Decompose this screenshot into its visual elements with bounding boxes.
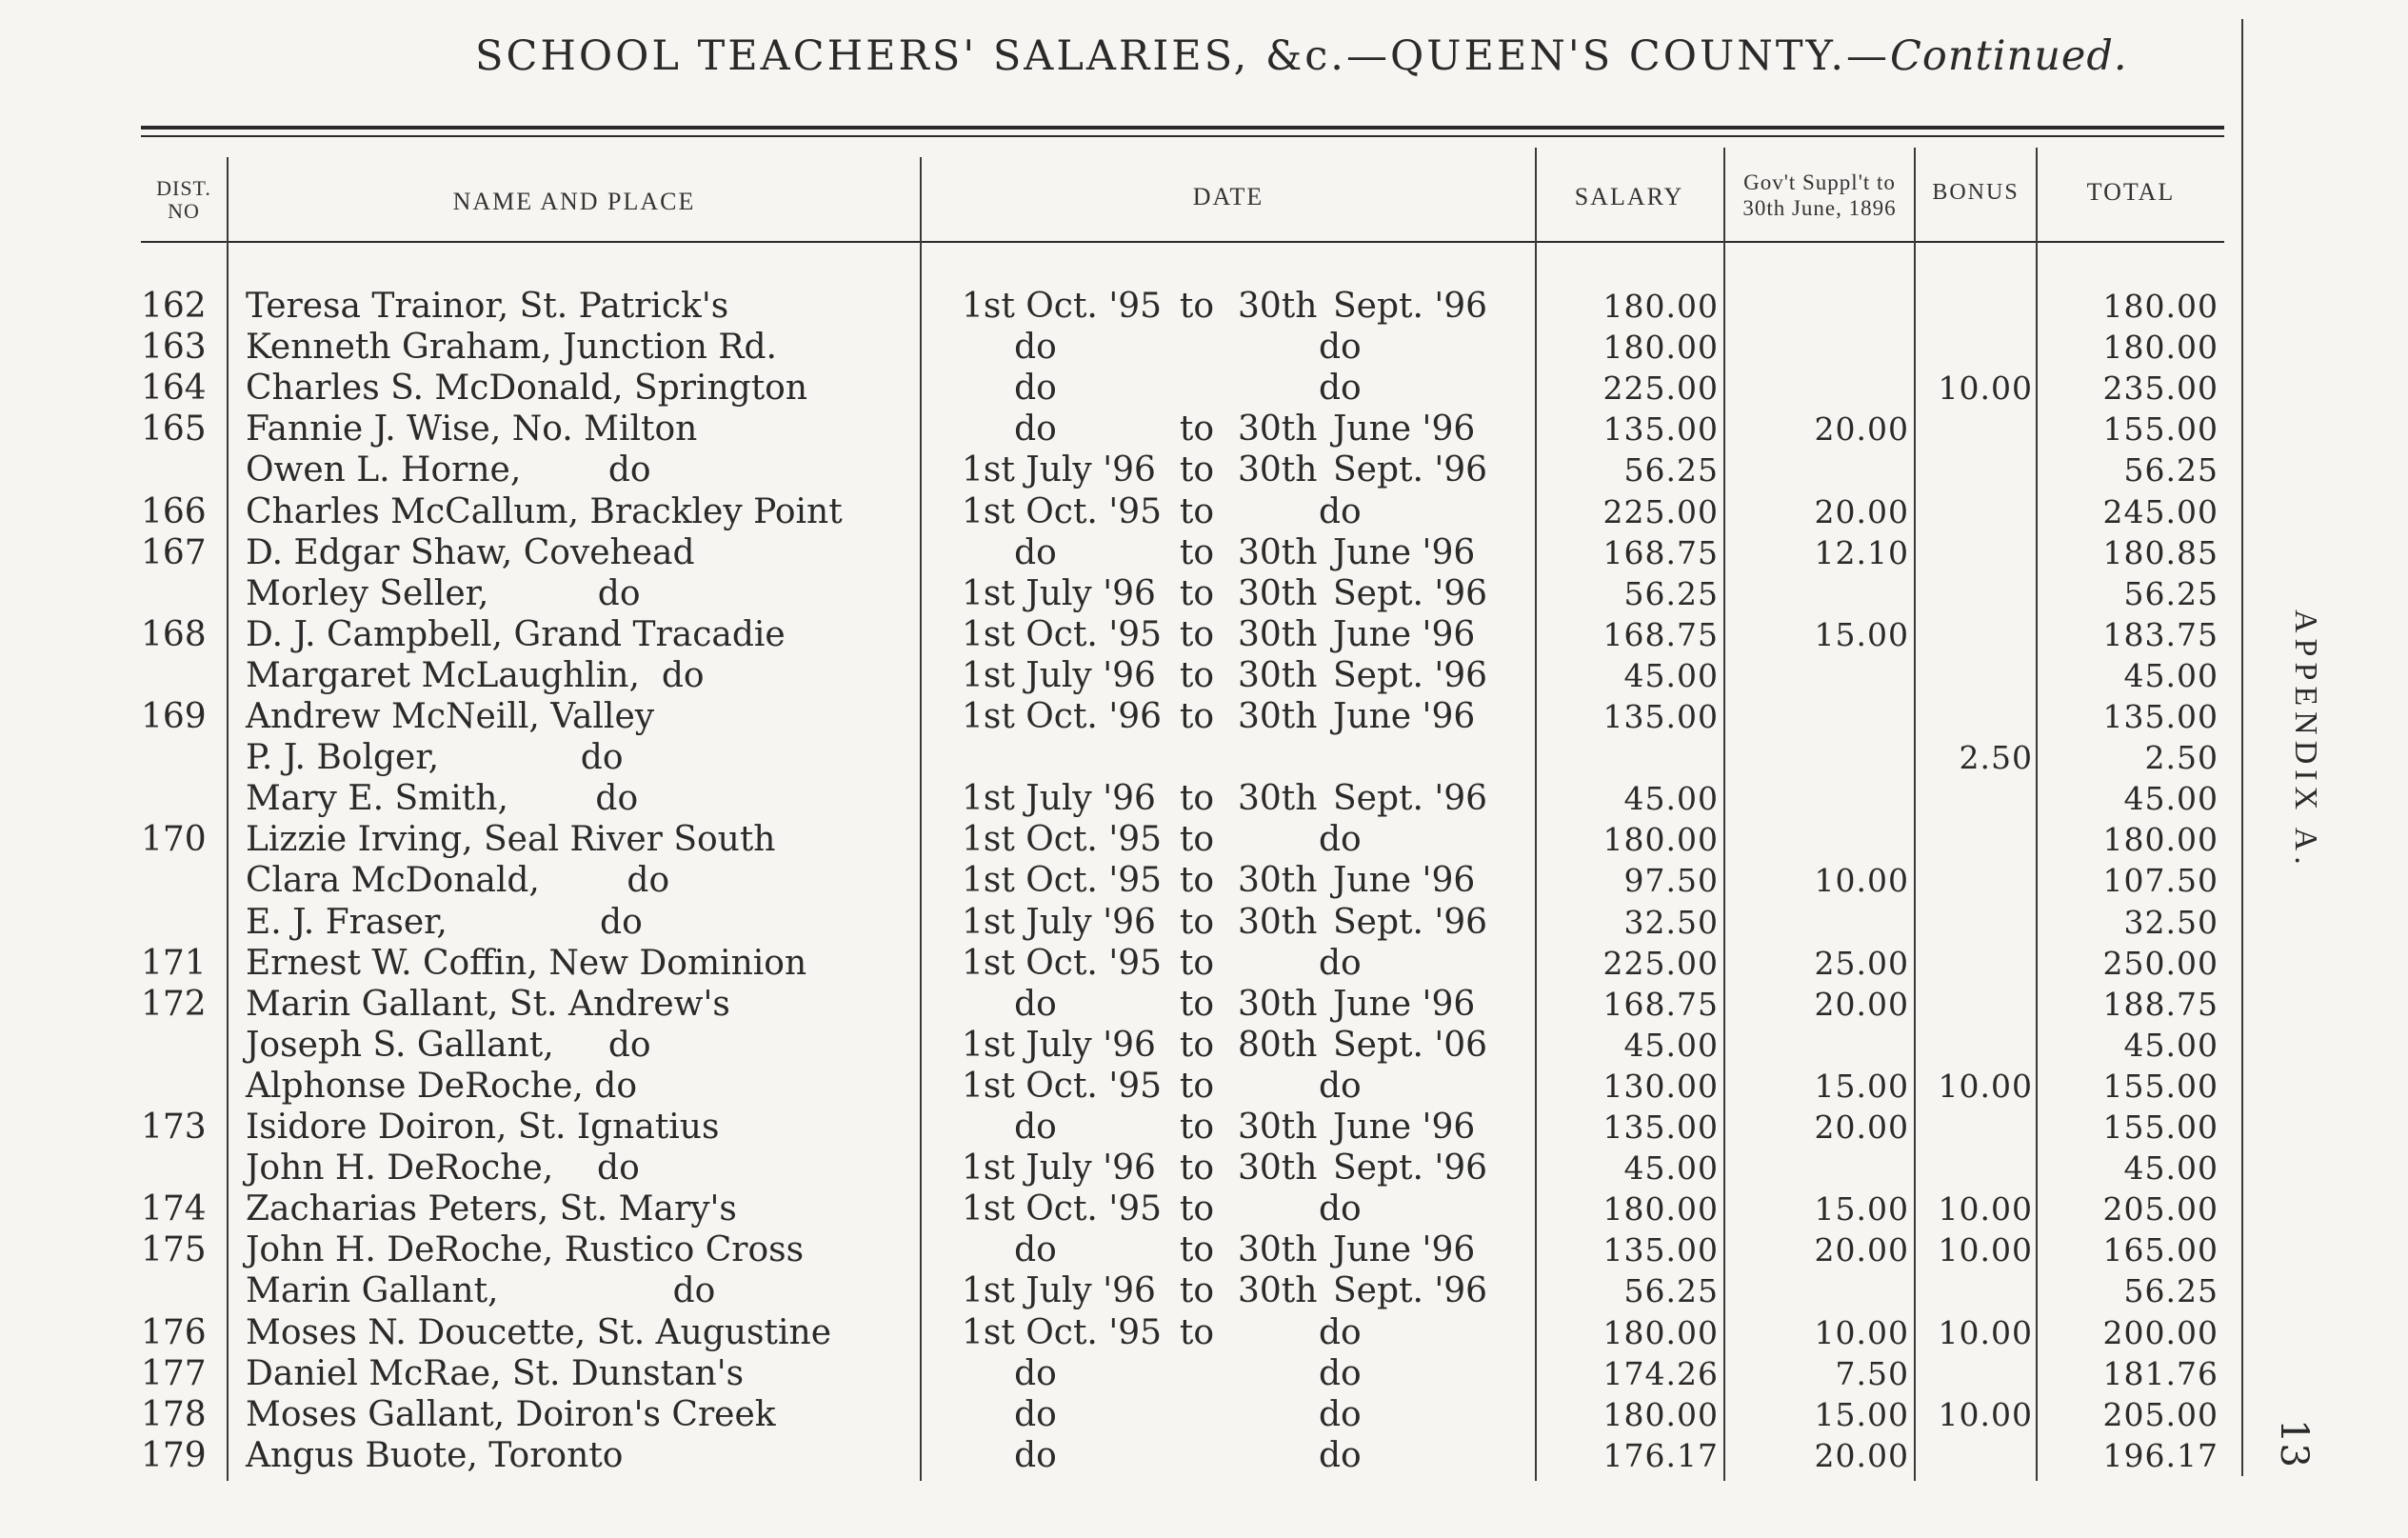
- date-to-cell: to: [1179, 943, 1215, 983]
- total-cell: 155.00: [2102, 410, 2219, 449]
- date-from-cell: 1st Oct. '95: [962, 1066, 1163, 1106]
- date-to-cell: to: [1179, 1066, 1215, 1106]
- name-cell: Joseph S. Gallant, do: [246, 1025, 651, 1065]
- date-from-cell: do: [1014, 1394, 1057, 1434]
- suppl-cell: 20.00: [1814, 985, 1909, 1023]
- table-row: [0, 1066, 2266, 1107]
- name-cell: Charles McCallum, Brackley Point: [246, 491, 843, 531]
- date-to-cell: to: [1179, 573, 1215, 613]
- col-header-date: [922, 176, 1535, 218]
- dist-no-cell: 162: [141, 287, 207, 326]
- total-cell: 45.00: [2123, 1026, 2219, 1064]
- col-header-dist-no: [141, 171, 227, 229]
- dist-no-cell: 173: [141, 1108, 207, 1147]
- dist-no-cell: 168: [141, 614, 207, 654]
- table-row: [0, 1107, 2266, 1148]
- table-row: [0, 1353, 2266, 1394]
- total-cell: 205.00: [2102, 1190, 2219, 1228]
- date-from-cell: 1st July '96: [962, 573, 1156, 613]
- total-cell: 45.00: [2123, 1149, 2219, 1188]
- col-header-bonus-text: BONUS: [1932, 179, 2020, 205]
- table-row: [0, 1435, 2266, 1476]
- table-row: [0, 368, 2266, 409]
- suppl-cell: 7.50: [1835, 1354, 1909, 1392]
- date-to-cell: to: [1179, 450, 1215, 490]
- salary-cell: 180.00: [1602, 1395, 1719, 1433]
- suppl-cell: 20.00: [1814, 1231, 1909, 1269]
- total-cell: 196.17: [2102, 1436, 2219, 1474]
- name-cell: E. J. Fraser, do: [246, 902, 643, 942]
- date-end-cell: June '96: [1333, 614, 1476, 654]
- date-from-cell: 1st Oct. '95: [962, 943, 1163, 983]
- bonus-cell: 10.00: [1938, 1067, 2033, 1105]
- dist-no-cell: 171: [141, 943, 207, 983]
- date-from-cell: 1st Oct. '95: [962, 287, 1163, 326]
- date-from-cell: do: [1014, 1353, 1057, 1393]
- date-from-cell: 1st Oct. '95: [962, 820, 1163, 860]
- total-cell: 165.00: [2102, 1231, 2219, 1269]
- salary-cell: 97.50: [1623, 862, 1719, 900]
- suppl-cell: 20.00: [1814, 410, 1909, 449]
- name-cell: P. J. Bolger, do: [246, 738, 624, 778]
- table-row: [0, 860, 2266, 901]
- dist-no-cell: 179: [141, 1435, 207, 1475]
- suppl-cell: 15.00: [1814, 615, 1909, 653]
- name-cell: Charles S. McDonald, Springton: [246, 369, 808, 409]
- dist-no-cell: 169: [141, 697, 207, 736]
- title-continued: Continued.: [1890, 32, 2128, 80]
- date-to-cell: to: [1179, 1271, 1215, 1311]
- date-from-cell: do: [1014, 1435, 1057, 1475]
- date-end-cell: do: [1319, 1189, 1362, 1229]
- date-to-cell: to: [1179, 779, 1215, 819]
- date-until-cell: 30th: [1238, 287, 1318, 326]
- date-to-cell: to: [1179, 532, 1215, 572]
- table-row: [0, 984, 2266, 1025]
- suppl-cell: 15.00: [1814, 1067, 1909, 1105]
- dist-no-cell: 166: [141, 491, 207, 531]
- date-to-cell: to: [1179, 409, 1215, 449]
- date-end-cell: Sept. '96: [1333, 450, 1488, 490]
- salary-cell: 225.00: [1602, 944, 1719, 982]
- dist-no-cell: 175: [141, 1230, 207, 1270]
- date-to-cell: to: [1179, 1312, 1215, 1352]
- date-end-cell: do: [1319, 1066, 1362, 1106]
- table-row: [0, 1025, 2266, 1066]
- salary-cell: 135.00: [1602, 410, 1719, 449]
- col-header-total: [2038, 171, 2224, 213]
- salary-cell: 135.00: [1602, 1109, 1719, 1146]
- date-end-cell: do: [1319, 1394, 1362, 1434]
- date-until-cell: 30th: [1238, 1230, 1318, 1270]
- date-to-cell: to: [1179, 902, 1215, 942]
- table-row: [0, 943, 2266, 984]
- date-until-cell: 30th: [1238, 779, 1318, 819]
- date-end-cell: do: [1319, 1435, 1362, 1475]
- table-row: [0, 286, 2266, 327]
- date-from-cell: 1st Oct. '96: [962, 697, 1163, 736]
- date-end-cell: do: [1319, 369, 1362, 409]
- bonus-cell: 10.00: [1938, 1231, 2033, 1269]
- salary-cell: 56.25: [1623, 574, 1719, 612]
- date-end-cell: June '96: [1333, 409, 1476, 449]
- date-end-cell: June '96: [1333, 984, 1476, 1024]
- bonus-cell: 10.00: [1938, 1190, 2033, 1228]
- table-row: [0, 491, 2266, 532]
- date-from-cell: do: [1014, 532, 1057, 572]
- salary-cell: 168.75: [1602, 615, 1719, 653]
- salary-cell: 45.00: [1623, 1149, 1719, 1188]
- suppl-cell: 15.00: [1814, 1395, 1909, 1433]
- total-cell: 180.00: [2102, 288, 2219, 325]
- date-from-cell: do: [1014, 369, 1057, 409]
- date-to-cell: to: [1179, 984, 1215, 1024]
- name-cell: Alphonse DeRoche, do: [246, 1066, 638, 1106]
- name-cell: Fannie J. Wise, No. Milton: [246, 409, 698, 449]
- name-cell: Marin Gallant, do: [246, 1271, 716, 1311]
- total-cell: 200.00: [2102, 1313, 2219, 1351]
- date-end-cell: June '96: [1333, 697, 1476, 736]
- date-end-cell: June '96: [1333, 861, 1476, 901]
- table-row: [0, 327, 2266, 368]
- date-end-cell: Sept. '96: [1333, 573, 1488, 613]
- date-until-cell: 30th: [1238, 1108, 1318, 1147]
- date-from-cell: 1st Oct. '95: [962, 1312, 1163, 1352]
- page-number: 13: [2272, 1419, 2316, 1468]
- name-cell: Ernest W. Coffin, New Dominion: [246, 943, 807, 983]
- total-cell: 188.75: [2102, 985, 2219, 1023]
- suppl-cell: 20.00: [1814, 1109, 1909, 1146]
- col-header-salary-text: SALARY: [1574, 183, 1684, 210]
- table-row: [0, 1229, 2266, 1270]
- suppl-cell: 20.00: [1814, 492, 1909, 530]
- total-cell: 155.00: [2102, 1109, 2219, 1146]
- date-to-cell: to: [1179, 1230, 1215, 1270]
- name-cell: Margaret McLaughlin, do: [246, 655, 705, 695]
- name-cell: Angus Buote, Toronto: [246, 1435, 624, 1475]
- salary-cell: 135.00: [1602, 698, 1719, 735]
- dist-no-cell: 172: [141, 984, 207, 1024]
- date-from-cell: 1st July '96: [962, 1025, 1156, 1065]
- total-cell: 180.00: [2102, 329, 2219, 367]
- name-cell: Mary E. Smith, do: [246, 779, 639, 819]
- bonus-cell: 10.00: [1938, 1313, 2033, 1351]
- total-cell: 180.85: [2102, 533, 2219, 571]
- table-row: [0, 655, 2266, 696]
- total-cell: 45.00: [2123, 780, 2219, 818]
- date-end-cell: do: [1319, 943, 1362, 983]
- date-end-cell: do: [1319, 328, 1362, 368]
- name-cell: John H. DeRoche, do: [246, 1149, 640, 1188]
- salary-cell: 225.00: [1602, 492, 1719, 530]
- col-header-date-text: DATE: [1192, 183, 1264, 210]
- date-until-cell: 30th: [1238, 655, 1318, 695]
- suppl-cell: 12.10: [1814, 533, 1909, 571]
- date-from-cell: do: [1014, 1230, 1057, 1270]
- date-from-cell: 1st July '96: [962, 902, 1156, 942]
- date-end-cell: Sept. '96: [1333, 902, 1488, 942]
- table-row: [0, 573, 2266, 614]
- date-to-cell: to: [1179, 614, 1215, 654]
- table-row: [0, 532, 2266, 573]
- date-to-cell: to: [1179, 287, 1215, 326]
- date-end-cell: June '96: [1333, 1108, 1476, 1147]
- date-from-cell: do: [1014, 409, 1057, 449]
- name-cell: Moses Gallant, Doiron's Creek: [246, 1394, 776, 1434]
- name-cell: Isidore Doiron, St. Ignatius: [246, 1108, 720, 1147]
- total-cell: 245.00: [2102, 492, 2219, 530]
- date-from-cell: do: [1014, 328, 1057, 368]
- date-end-cell: do: [1319, 1353, 1362, 1393]
- bonus-cell: 10.00: [1938, 370, 2033, 408]
- dist-no-cell: 177: [141, 1353, 207, 1393]
- date-end-cell: Sept. '96: [1333, 1271, 1488, 1311]
- salary-cell: 180.00: [1602, 821, 1719, 859]
- date-end-cell: June '96: [1333, 1230, 1476, 1270]
- total-cell: 235.00: [2102, 370, 2219, 408]
- date-until-cell: 30th: [1238, 1271, 1318, 1311]
- salary-cell: 56.25: [1623, 451, 1719, 489]
- date-to-cell: to: [1179, 1025, 1215, 1065]
- col-header-suppl: [1725, 162, 1914, 229]
- salary-cell: 56.25: [1623, 1272, 1719, 1310]
- salary-cell: 45.00: [1623, 780, 1719, 818]
- col-header-dist-no-text: DIST. NO: [156, 176, 211, 223]
- col-header-name-text: NAME AND PLACE: [452, 188, 696, 215]
- dist-no-cell: 176: [141, 1312, 207, 1352]
- top-rule-thick: [141, 126, 2224, 130]
- date-end-cell: Sept. '96: [1333, 779, 1488, 819]
- salary-cell: 180.00: [1602, 288, 1719, 325]
- total-cell: 45.00: [2123, 656, 2219, 694]
- name-cell: Morley Seller, do: [246, 573, 641, 613]
- table-row: [0, 1148, 2266, 1188]
- bonus-cell: 2.50: [1959, 739, 2033, 777]
- total-cell: 56.25: [2123, 574, 2219, 612]
- salary-cell: 176.17: [1602, 1436, 1719, 1474]
- col-header-total-text: TOTAL: [2086, 178, 2176, 206]
- dist-no-cell: 174: [141, 1189, 207, 1229]
- date-end-cell: June '96: [1333, 532, 1476, 572]
- name-cell: Moses N. Doucette, St. Augustine: [246, 1312, 832, 1352]
- date-to-cell: to: [1179, 820, 1215, 860]
- col-header-name: [229, 181, 920, 223]
- date-from-cell: 1st July '96: [962, 450, 1156, 490]
- date-to-cell: to: [1179, 655, 1215, 695]
- date-from-cell: 1st July '96: [962, 1271, 1156, 1311]
- date-to-cell: to: [1179, 1108, 1215, 1147]
- suppl-cell: 15.00: [1814, 1190, 1909, 1228]
- total-cell: 181.76: [2102, 1354, 2219, 1392]
- total-cell: 183.75: [2102, 615, 2219, 653]
- table-row: [0, 1270, 2266, 1311]
- name-cell: Marin Gallant, St. Andrew's: [246, 984, 730, 1024]
- total-cell: 32.50: [2123, 903, 2219, 941]
- date-from-cell: 1st Oct. '95: [962, 491, 1163, 531]
- suppl-cell: 10.00: [1814, 862, 1909, 900]
- date-until-cell: 30th: [1238, 409, 1318, 449]
- date-until-cell: 30th: [1238, 450, 1318, 490]
- table-row: [0, 614, 2266, 655]
- name-cell: John H. DeRoche, Rustico Cross: [246, 1230, 805, 1270]
- name-cell: Daniel McRae, St. Dunstan's: [246, 1353, 745, 1393]
- total-cell: 155.00: [2102, 1067, 2219, 1105]
- date-from-cell: 1st July '96: [962, 1149, 1156, 1188]
- dist-no-cell: 170: [141, 820, 207, 860]
- date-until-cell: 30th: [1238, 614, 1318, 654]
- total-cell: 250.00: [2102, 944, 2219, 982]
- table-row: [0, 778, 2266, 819]
- appendix-label: APPENDIX A.: [2288, 609, 2323, 870]
- total-cell: 107.50: [2102, 862, 2219, 900]
- date-to-cell: to: [1179, 1149, 1215, 1188]
- salary-cell: 32.50: [1623, 903, 1719, 941]
- date-end-cell: Sept. '96: [1333, 287, 1488, 326]
- date-from-cell: 1st Oct. '95: [962, 614, 1163, 654]
- date-end-cell: do: [1319, 491, 1362, 531]
- date-from-cell: 1st July '96: [962, 655, 1156, 695]
- dist-no-cell: 163: [141, 328, 207, 368]
- table-row: [0, 409, 2266, 449]
- name-cell: Clara McDonald, do: [246, 861, 670, 901]
- top-rule-thin: [141, 135, 2224, 137]
- date-until-cell: 30th: [1238, 573, 1318, 613]
- date-to-cell: to: [1179, 1189, 1215, 1229]
- date-end-cell: do: [1319, 1312, 1362, 1352]
- table-row: [0, 449, 2266, 490]
- date-until-cell: 30th: [1238, 532, 1318, 572]
- total-cell: 135.00: [2102, 698, 2219, 735]
- date-until-cell: 30th: [1238, 861, 1318, 901]
- dist-no-cell: 178: [141, 1394, 207, 1434]
- table-row: [0, 696, 2266, 737]
- date-to-cell: to: [1179, 491, 1215, 531]
- salary-cell: 45.00: [1623, 1026, 1719, 1064]
- name-cell: D. J. Campbell, Grand Tracadie: [246, 614, 786, 654]
- table-row: [0, 1188, 2266, 1229]
- salary-cell: 45.00: [1623, 656, 1719, 694]
- date-end-cell: do: [1319, 820, 1362, 860]
- dist-no-cell: 165: [141, 409, 207, 449]
- table-row: [0, 902, 2266, 943]
- table-row: [0, 737, 2266, 778]
- dist-no-cell: 167: [141, 532, 207, 572]
- name-cell: Lizzie Irving, Seal River South: [246, 820, 776, 860]
- title-main: SCHOOL TEACHERS' SALARIES, &c.—QUEEN'S COUNTY.—: [475, 32, 1891, 80]
- table-row: [0, 1394, 2266, 1435]
- salary-cell: 168.75: [1602, 985, 1719, 1023]
- salary-cell: 135.00: [1602, 1231, 1719, 1269]
- name-cell: Owen L. Horne, do: [246, 450, 651, 490]
- name-cell: D. Edgar Shaw, Covehead: [246, 532, 695, 572]
- date-until-cell: 30th: [1238, 697, 1318, 736]
- total-cell: 2.50: [2144, 739, 2219, 777]
- salary-cell: 180.00: [1602, 1190, 1719, 1228]
- suppl-cell: 25.00: [1814, 944, 1909, 982]
- col-header-suppl-text: Gov't Suppl't to 30th June, 1896: [1742, 170, 1897, 220]
- name-cell: Kenneth Graham, Junction Rd.: [246, 328, 777, 368]
- date-from-cell: 1st July '96: [962, 779, 1156, 819]
- total-cell: 56.25: [2123, 1272, 2219, 1310]
- suppl-cell: 20.00: [1814, 1436, 1909, 1474]
- date-to-cell: to: [1179, 861, 1215, 901]
- date-end-cell: Sept. '06: [1333, 1025, 1488, 1065]
- name-cell: Zacharias Peters, St. Mary's: [246, 1189, 737, 1229]
- date-until-cell: 30th: [1238, 984, 1318, 1024]
- bonus-cell: 10.00: [1938, 1395, 2033, 1433]
- page-title: [475, 32, 2128, 80]
- date-end-cell: Sept. '96: [1333, 655, 1488, 695]
- name-cell: Andrew McNeill, Valley: [246, 697, 655, 736]
- salary-cell: 168.75: [1602, 533, 1719, 571]
- date-until-cell: 30th: [1238, 1149, 1318, 1188]
- salary-cell: 180.00: [1602, 329, 1719, 367]
- salary-cell: 174.26: [1602, 1354, 1719, 1392]
- date-to-cell: to: [1179, 697, 1215, 736]
- total-cell: 56.25: [2123, 451, 2219, 489]
- date-until-cell: 30th: [1238, 902, 1318, 942]
- table-row: [0, 819, 2266, 860]
- total-cell: 205.00: [2102, 1395, 2219, 1433]
- dist-no-cell: 164: [141, 369, 207, 409]
- name-cell: Teresa Trainor, St. Patrick's: [246, 287, 729, 326]
- salary-cell: 180.00: [1602, 1313, 1719, 1351]
- salary-cell: 225.00: [1602, 370, 1719, 408]
- table-row: [0, 1312, 2266, 1353]
- suppl-cell: 10.00: [1814, 1313, 1909, 1351]
- salary-cell: 130.00: [1602, 1067, 1719, 1105]
- date-from-cell: do: [1014, 1108, 1057, 1147]
- col-header-salary: [1535, 176, 1723, 218]
- date-until-cell: 80th: [1238, 1025, 1318, 1065]
- header-bottom-rule: [141, 241, 2224, 243]
- date-from-cell: do: [1014, 984, 1057, 1024]
- date-from-cell: 1st Oct. '95: [962, 861, 1163, 901]
- col-header-bonus: [1916, 171, 2036, 213]
- date-from-cell: 1st Oct. '95: [962, 1189, 1163, 1229]
- date-end-cell: Sept. '96: [1333, 1149, 1488, 1188]
- total-cell: 180.00: [2102, 821, 2219, 859]
